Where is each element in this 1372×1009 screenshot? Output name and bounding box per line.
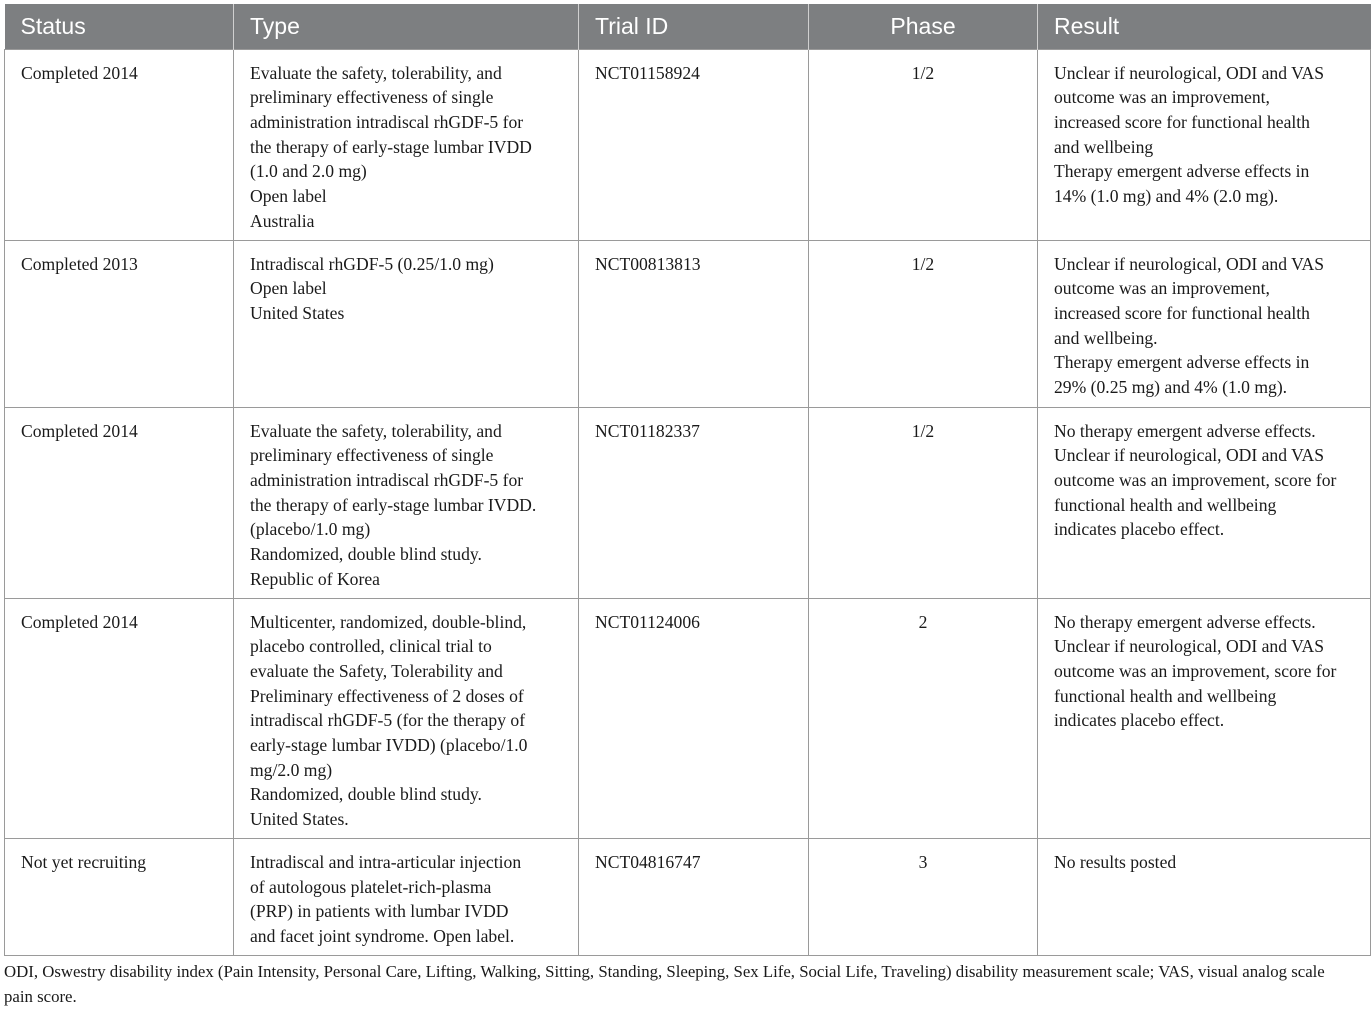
cell-line: Unclear if neurological, ODI and VAS	[1054, 62, 1325, 83]
cell-result	[1038, 838, 1371, 955]
cell-type	[234, 407, 579, 598]
cell-line: outcome was an improvement,	[1054, 278, 1270, 299]
table-footnote	[4, 960, 1370, 1009]
cell-line: outcome was an improvement, score for	[1054, 660, 1337, 681]
cell-trial-id: NCT00813813	[579, 240, 809, 407]
cell-line: Open label	[250, 186, 327, 207]
cell-line: Unclear if neurological, ODI and VAS	[1054, 445, 1325, 466]
cell-status: Completed 2013	[5, 240, 234, 407]
cell-line: mg/2.0 mg)	[250, 759, 333, 780]
cell-line: and facet joint syndrome. Open label.	[250, 925, 515, 946]
cell-line: 29% (0.25 mg) and 4% (1.0 mg).	[1054, 377, 1288, 398]
cell-line: administration intradiscal rhGDF-5 for	[250, 111, 524, 132]
cell-line: 14% (1.0 mg) and 4% (2.0 mg).	[1054, 186, 1279, 207]
cell-line: No therapy emergent adverse effects.	[1054, 420, 1316, 441]
cell-result	[1038, 240, 1371, 407]
cell-line: preliminary effectiveness of single	[250, 445, 494, 466]
cell-trial-id: NCT01182337	[579, 407, 809, 598]
cell-status: Completed 2014	[5, 407, 234, 598]
cell-trial-id: NCT01158924	[579, 49, 809, 240]
cell-type	[234, 240, 579, 407]
cell-line: Therapy emergent adverse effects in	[1054, 161, 1310, 182]
footnote-line: ODI, Oswestry disability index (Pain Intensity, Personal Care, Lifting, Walking, Sitting, Standing, Sleeping, Sex Life, Social Life, Traveling) disability measurement scale; VAS, visual analog scale	[4, 962, 1325, 981]
table-row	[5, 838, 1371, 955]
cell-line: outcome was an improvement,	[1054, 87, 1270, 108]
cell-status: Completed 2014	[5, 598, 234, 838]
cell-line: (placebo/1.0 mg)	[250, 519, 371, 540]
cell-line: United States	[250, 302, 345, 323]
cell-line: No results posted	[1054, 851, 1177, 872]
cell-line: United States.	[250, 809, 349, 830]
cell-phase: 1/2	[809, 49, 1038, 240]
cell-result	[1038, 598, 1371, 838]
table-row	[5, 598, 1371, 838]
cell-trial-id: NCT01124006	[579, 598, 809, 838]
table-row	[5, 49, 1371, 240]
header-result: Result	[1038, 4, 1371, 49]
cell-type	[234, 49, 579, 240]
cell-line: early-stage lumbar IVDD) (placebo/1.0	[250, 735, 528, 756]
cell-line: and wellbeing.	[1054, 327, 1158, 348]
cell-line: intradiscal rhGDF-5 (for the therapy of	[250, 710, 526, 731]
cell-line: indicates placebo effect.	[1054, 519, 1225, 540]
cell-line: Intradiscal and intra-articular injection	[250, 851, 522, 872]
cell-status: Completed 2014	[5, 49, 234, 240]
cell-line: the therapy of early-stage lumbar IVDD	[250, 136, 532, 157]
header-type: Type	[234, 4, 579, 49]
clinical-trials-table	[4, 4, 1371, 956]
cell-line: placebo controlled, clinical trial to	[250, 636, 492, 657]
cell-line: Preliminary effectiveness of 2 doses of	[250, 685, 524, 706]
cell-line: No therapy emergent adverse effects.	[1054, 611, 1316, 632]
cell-line: indicates placebo effect.	[1054, 710, 1225, 731]
cell-phase: 1/2	[809, 240, 1038, 407]
cell-line: Unclear if neurological, ODI and VAS	[1054, 636, 1325, 657]
cell-line: functional health and wellbeing	[1054, 494, 1277, 515]
cell-line: Evaluate the safety, tolerability, and	[250, 420, 502, 441]
cell-line: Evaluate the safety, tolerability, and	[250, 62, 502, 83]
cell-line: Australia	[250, 210, 315, 231]
cell-line: increased score for functional health	[1054, 111, 1310, 132]
cell-line: Multicenter, randomized, double-blind,	[250, 611, 527, 632]
cell-line: outcome was an improvement, score for	[1054, 469, 1337, 490]
cell-line: (PRP) in patients with lumbar IVDD	[250, 901, 509, 922]
cell-status: Not yet recruiting	[5, 838, 234, 955]
cell-phase: 3	[809, 838, 1038, 955]
table-header-row	[5, 4, 1371, 49]
cell-line: Intradiscal rhGDF-5 (0.25/1.0 mg)	[250, 253, 494, 274]
cell-line: the therapy of early-stage lumbar IVDD.	[250, 494, 537, 515]
cell-line: functional health and wellbeing	[1054, 685, 1277, 706]
header-trial-id: Trial ID	[579, 4, 809, 49]
header-status: Status	[5, 4, 234, 49]
cell-line: Open label	[250, 278, 327, 299]
cell-line: administration intradiscal rhGDF-5 for	[250, 469, 524, 490]
cell-result	[1038, 407, 1371, 598]
cell-trial-id: NCT04816747	[579, 838, 809, 955]
cell-line: evaluate the Safety, Tolerability and	[250, 660, 503, 681]
cell-phase: 1/2	[809, 407, 1038, 598]
cell-line: and wellbeing	[1054, 136, 1154, 157]
cell-line: Randomized, double blind study.	[250, 544, 482, 565]
cell-line: increased score for functional health	[1054, 302, 1310, 323]
table-row	[5, 240, 1371, 407]
cell-line: of autologous platelet-rich-plasma	[250, 876, 492, 897]
cell-line: preliminary effectiveness of single	[250, 87, 494, 108]
table-row	[5, 407, 1371, 598]
cell-type	[234, 838, 579, 955]
cell-line: Republic of Korea	[250, 568, 380, 589]
cell-result	[1038, 49, 1371, 240]
cell-line: Unclear if neurological, ODI and VAS	[1054, 253, 1325, 274]
header-phase: Phase	[809, 4, 1038, 49]
cell-phase: 2	[809, 598, 1038, 838]
cell-line: Therapy emergent adverse effects in	[1054, 352, 1310, 373]
cell-line: (1.0 and 2.0 mg)	[250, 161, 367, 182]
footnote-line: pain score.	[4, 986, 77, 1006]
cell-line: Randomized, double blind study.	[250, 784, 482, 805]
cell-type	[234, 598, 579, 838]
